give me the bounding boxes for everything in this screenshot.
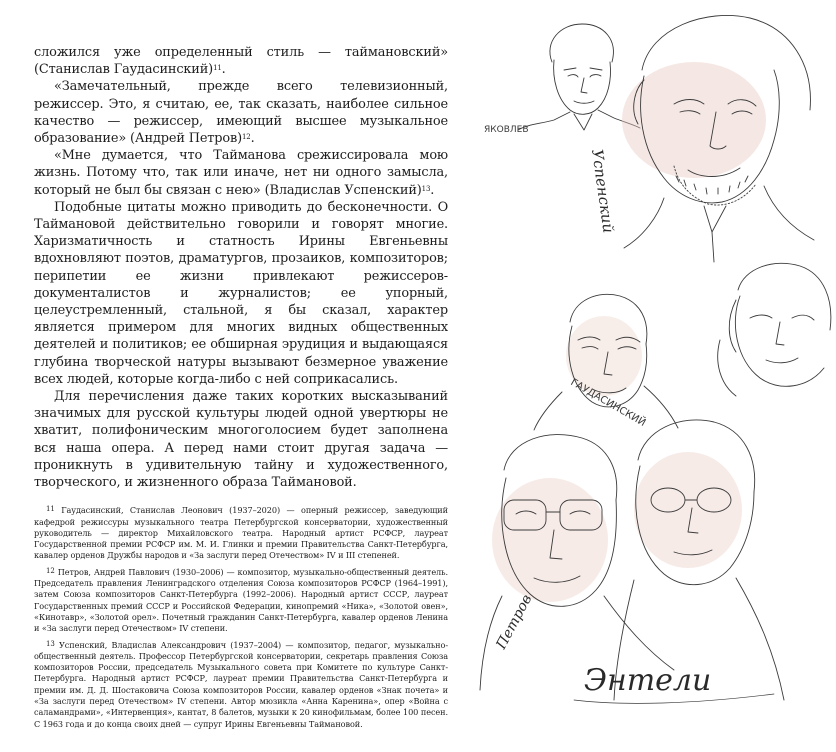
label-petrov: Петров <box>493 591 536 652</box>
footnote-13: $^{13}$ Успенский, Владислав Александрович (1937–2004) — композитор, педагог, музыкально-общественный деятель. Профессор Петербургской консерватории, секретарь правления Союза композиторов России, председатель Музыкального совета при Комитете по культуре Санкт-Петербурга. Народный артист РСФСР, лауреат премии Правительства Санкт-Петербурга и премии им. Д. Д. Шостаковича Союза композиторов России, кавалер орденов «Знак почета» и «За заслуги перед Отечеством» IV степени. Автор мюзикла «Анна Каренина», опер «Война с саламандрами», «Интервенция», кантат, 8 балетов, музыки к 20 кинофильмам, более 100 песен. С 1963 года и до конца своих дней — супруг Ирины Евгеньевны Таймановой. <box>34 639 448 729</box>
paragraph-4: Подобные цитаты можно приводить до бесконечности. О Таймановой действительно говорили и говорят многие. Харизматичность и статность Ирины Евгеньевны вдохновляют поэтов, драматургов, прозаиков, композиторов; перипетии ее жизни привлекают режиссеров-документалистов и журналистов; ее упорный, целеустремленный, стальной, я бы сказал, характер является примером для многих видных общественных деятелей и политиков; ее обширная эрудиция и выдающаяся глубина творческой натуры вызывают безмерное уважение всех людей, которые когда-либо с ней соприкасались. <box>34 199 448 387</box>
main-text-column <box>34 44 448 735</box>
label-enteli: Энтели <box>584 663 712 698</box>
portrait-sketches-illustration <box>474 0 836 752</box>
paragraph-2: «Замечательный, прежде всего телевизионный, режиссер. Это, я считаю, ее, так сказать, наиболее сильное качество — режиссер, имеющий высшее музыкальное образование» (Андрей Петров)$^{12}$. <box>34 79 448 147</box>
portrait-uspensky <box>588 15 814 262</box>
label-yakovlev: ЯКОВЛЕВ <box>484 125 529 135</box>
paragraph-1: сложился уже определенный стиль — таймановский» (Станислав Гаудасинский)$^{11}$. <box>34 45 448 78</box>
footnotes <box>34 505 448 730</box>
paragraph-3: «Мне думается, что Тайманова срежиссировала мою жизнь. Потому что, так или иначе, нет ни одного замысла, который не был бы связан с нею» (Владислав Успенский)$^{13}$. <box>34 148 448 198</box>
label-uspensky: Успенский <box>588 148 618 235</box>
label-gaudasinsky: ГАУДАСИНСКИЙ <box>568 377 648 429</box>
portrait-woman-glasses <box>614 420 784 700</box>
portrait-yakovlev <box>484 24 640 135</box>
paragraph-5: Для перечисления даже таких коротких высказываний значимых для русской культуры людей одной увертюры не хватит, полифоническим многоголосием будет заполнена вся наша опера. А перед нами стоит другая задача — проникнуть в удивительную тайну и художественного, творческого, и жизненного образа Таймановой. <box>34 389 448 491</box>
portrait-woman <box>718 263 831 396</box>
footnote-12: $^{12}$ Петров, Андрей Павлович (1930–2006) — композитор, музыкально-общественный деятель. Председатель правления Ленинградского отделения Союза композиторов РСФСР (1964–1991), затем Союза композиторов Санкт-Петербурга (1992–2006). Народный артист СССР, лауреат Государственных премий СССР и Российской Федерации, кинопремий «Ника», «Золотой овен», «Кинотавр», «Золотой орел». Почетный гражданин Санкт-Петербурга, кавалер орденов Ленина и «За заслуги перед Отечеством» IV степени. <box>34 566 448 634</box>
portrait-gaudasinsky <box>534 294 678 430</box>
portrait-petrov <box>480 435 674 690</box>
signature-enteli <box>574 663 774 703</box>
footnote-11: $^{11}$ Гаудасинский, Станислав Леонович (1937–2020) — оперный режиссер, заведующий кафедрой режиссуры музыкального театра Петербургской консерватории, художественный руководитель — директор Михайловского театра. Народный артист РСФСР, лауреат Государственной премии РСФСР им. М. И. Глинки и премии Правительства Санкт-Петербурга, кавалер орденов Дружбы народов и «За заслуги перед Отечеством» IV и III степеней. <box>34 505 448 561</box>
